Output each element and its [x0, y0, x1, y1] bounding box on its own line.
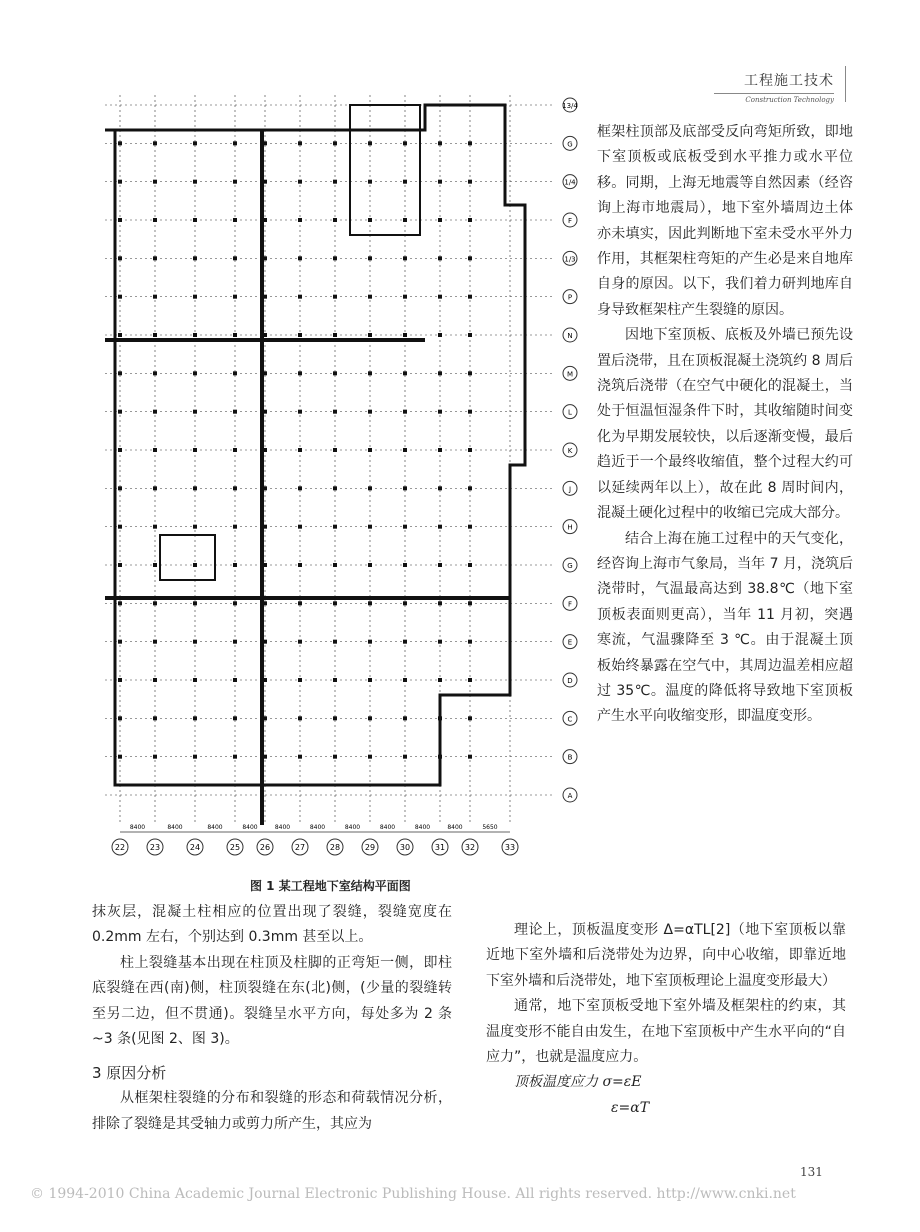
column-marker: [263, 295, 267, 299]
column-marker: [233, 486, 237, 490]
column-marker: [368, 218, 372, 222]
row-axis-label: D: [567, 677, 573, 685]
column-marker: [193, 525, 197, 529]
column-axis-label: 26: [259, 843, 271, 852]
column-marker: [403, 525, 407, 529]
column-axis-label: 27: [294, 843, 306, 852]
column-marker: [193, 295, 197, 299]
column-marker: [263, 333, 267, 337]
column-marker: [403, 371, 407, 375]
column-marker: [298, 755, 302, 759]
column-marker: [298, 295, 302, 299]
column-marker: [118, 448, 122, 452]
column-marker: [193, 218, 197, 222]
column-marker: [263, 141, 267, 145]
theory-paragraph: 理论上，顶板温度变形 Δ=αTL[2]（地下室顶板以靠近地下室外墙和后浇带处为边界，向中心收缩，即靠近地下室外墙和后浇带处，地下室顶板理论上温度变形最大）: [486, 922, 846, 989]
dimension-label: 8400: [274, 824, 291, 831]
column-marker: [233, 410, 237, 414]
column-marker: [263, 678, 267, 682]
column-marker: [298, 218, 302, 222]
formula-stress: 顶板温度应力 σ=εE: [514, 1074, 642, 1091]
column-marker: [368, 640, 372, 644]
column-marker: [298, 141, 302, 145]
row-axis-label: H: [567, 523, 573, 532]
column-marker: [438, 256, 442, 260]
column-marker: [153, 755, 157, 759]
column-marker: [118, 180, 122, 184]
dimension-label: 8400: [447, 824, 463, 831]
column-marker: [468, 256, 472, 260]
column-marker: [193, 410, 197, 414]
dimension-label: 8400: [414, 824, 431, 831]
column-marker: [263, 448, 267, 452]
journal-subtitle: Construction Technology: [714, 93, 834, 104]
column-marker: [153, 333, 157, 337]
column-marker: [468, 678, 472, 682]
column-marker: [263, 486, 267, 490]
row-axis-label: C: [567, 715, 573, 724]
column-marker: [403, 716, 407, 720]
page-number: 131: [800, 1165, 823, 1179]
column-marker: [118, 601, 122, 605]
right-column-text: [597, 120, 853, 730]
column-marker: [333, 755, 337, 759]
column-marker: [333, 563, 337, 567]
formula-strain: ε=αT: [611, 1099, 650, 1116]
column-marker: [403, 218, 407, 222]
section-heading: 3 原因分析: [92, 1064, 167, 1083]
column-axis-label: 24: [189, 843, 201, 852]
core-room: [350, 105, 420, 235]
column-marker: [368, 563, 372, 567]
column-marker: [153, 525, 157, 529]
column-marker: [118, 218, 122, 222]
column-marker: [368, 410, 372, 414]
column-marker: [333, 218, 337, 222]
column-marker: [118, 640, 122, 644]
left-paragraph-1: 抹灰层，混凝土柱相应的位置出现了裂缝，裂缝宽度在 0.2mm 左右，个别达到 0.3mm 甚至以上。: [92, 904, 452, 946]
column-marker: [118, 716, 122, 720]
column-marker: [368, 333, 372, 337]
column-marker: [438, 410, 442, 414]
column-marker: [263, 256, 267, 260]
column-marker: [263, 525, 267, 529]
column-marker: [438, 218, 442, 222]
stress-paragraph: 通常，地下室顶板受地下室外墙及框架柱的约束，其温度变形不能自由发生，在地下室顶板中产生水平向的“自应力”，也就是温度应力。: [486, 998, 846, 1066]
column-marker: [403, 640, 407, 644]
right-paragraph-2: 因地下室顶板、底板及外墙已预先设置后浇带，且在顶板混凝土浇筑约 8 周后浇筑后浇带（在空气中硬化的混凝土，当处于恒温恒湿条件下时，其收缩随时间变化为早期发展较快，以后逐渐变慢，最后趋近于一个最终收缩值，整个过程大约可以延续两年以上），故在此 8 周时间内，混凝土硬化过程中的收缩已完成大部分。: [597, 327, 853, 522]
column-marker: [403, 563, 407, 567]
column-axis-label: 29: [364, 843, 376, 852]
column-axis-label: 32: [464, 843, 476, 852]
column-marker: [333, 141, 337, 145]
column-marker: [468, 563, 472, 567]
column-marker: [438, 295, 442, 299]
column-marker: [438, 563, 442, 567]
column-marker: [263, 601, 267, 605]
column-marker: [193, 486, 197, 490]
column-marker: [368, 525, 372, 529]
row-axis-label: N: [567, 332, 573, 340]
row-axis-label: P: [567, 293, 573, 302]
column-marker: [118, 563, 122, 567]
column-marker: [298, 640, 302, 644]
column-marker: [468, 218, 472, 222]
column-marker: [118, 678, 122, 682]
column-marker: [263, 755, 267, 759]
figure-caption: 图 1 某工程地下室结构平面图: [250, 879, 411, 893]
column-marker: [403, 141, 407, 145]
column-marker: [153, 716, 157, 720]
row-axis-label: K: [567, 447, 573, 455]
column-marker: [298, 410, 302, 414]
column-marker: [118, 486, 122, 490]
column-marker: [468, 601, 472, 605]
column-marker: [298, 333, 302, 337]
column-axis-label: 30: [399, 843, 411, 852]
dimension-label: 8400: [379, 824, 396, 831]
row-axis-label: M: [566, 370, 574, 379]
column-marker: [233, 525, 237, 529]
column-marker: [333, 716, 337, 720]
running-header: [714, 70, 834, 104]
column-marker: [333, 448, 337, 452]
row-axis-label: 13/4: [562, 102, 578, 110]
row-axis-label: G: [567, 562, 573, 570]
column-marker: [368, 448, 372, 452]
lower-right-column-text: [486, 918, 846, 1121]
column-marker: [233, 448, 237, 452]
column-marker: [118, 755, 122, 759]
column-marker: [153, 295, 157, 299]
row-axis-label: B: [567, 753, 573, 762]
column-marker: [403, 678, 407, 682]
column-marker: [298, 486, 302, 490]
column-marker: [233, 295, 237, 299]
column-marker: [468, 371, 472, 375]
column-marker: [193, 141, 197, 145]
column-marker: [333, 678, 337, 682]
row-axis-label: A: [567, 792, 573, 800]
column-marker: [368, 716, 372, 720]
column-marker: [468, 410, 472, 414]
column-marker: [333, 486, 337, 490]
column-marker: [153, 256, 157, 260]
column-marker: [118, 525, 122, 529]
column-marker: [438, 448, 442, 452]
column-marker: [153, 180, 157, 184]
column-marker: [438, 180, 442, 184]
column-marker: [153, 218, 157, 222]
column-marker: [403, 295, 407, 299]
row-axis-label: 1/3: [564, 255, 576, 264]
column-marker: [118, 141, 122, 145]
column-marker: [333, 333, 337, 337]
dimension-label: 8400: [167, 824, 183, 831]
column-marker: [438, 486, 442, 490]
column-marker: [233, 141, 237, 145]
column-marker: [333, 371, 337, 375]
column-marker: [193, 180, 197, 184]
column-marker: [153, 601, 157, 605]
column-marker: [468, 141, 472, 145]
column-marker: [233, 333, 237, 337]
dimension-label: 8400: [309, 824, 326, 831]
column-marker: [403, 180, 407, 184]
right-paragraph-3: 结合上海在施工过程中的天气变化，经咨询上海市气象局，当年 7 月，浇筑后浇带时，气温最高达到 38.8℃（地下室顶板表面则更高），当年 11 月初，突遇寒流，气温骤降至 3 ℃。由于混凝土顶板始终暴露在空气中，其周边温差相应超过 35℃。温度的降低将导致地下室顶板产生水平向收缩变形，即温度变形。: [597, 530, 853, 725]
row-axis-label: F: [567, 600, 573, 609]
column-marker: [263, 218, 267, 222]
column-marker: [263, 716, 267, 720]
column-marker: [368, 755, 372, 759]
column-marker: [468, 716, 472, 720]
column-axis-label: 33: [504, 843, 516, 852]
column-marker: [298, 601, 302, 605]
left-paragraph-3: 从框架柱裂缝的分布和裂缝的形态和荷载情况分析，排除了裂缝是其受轴力或剪力所产生，其应为: [92, 1090, 452, 1132]
column-axis-label: 25: [229, 843, 241, 852]
column-marker: [368, 256, 372, 260]
column-marker: [193, 256, 197, 260]
outer-wall: [105, 105, 525, 785]
column-marker: [333, 256, 337, 260]
column-marker: [403, 333, 407, 337]
dimension-label: 8400: [129, 824, 146, 831]
column-marker: [193, 678, 197, 682]
column-marker: [193, 371, 197, 375]
column-marker: [193, 640, 197, 644]
dimension-label: 8400: [207, 824, 223, 831]
copyright-footer: © 1994-2010 China Academic Journal Electronic Publishing House. All rights reserved. http://www.cnki.net: [30, 1186, 796, 1202]
column-marker: [298, 180, 302, 184]
column-marker: [233, 678, 237, 682]
column-marker: [438, 640, 442, 644]
column-marker: [233, 755, 237, 759]
column-marker: [263, 640, 267, 644]
column-marker: [153, 640, 157, 644]
column-marker: [193, 563, 197, 567]
column-marker: [233, 180, 237, 184]
column-marker: [403, 448, 407, 452]
column-marker: [153, 486, 157, 490]
column-marker: [438, 755, 442, 759]
column-marker: [368, 678, 372, 682]
column-marker: [333, 410, 337, 414]
column-marker: [468, 448, 472, 452]
column-marker: [118, 410, 122, 414]
column-marker: [233, 601, 237, 605]
left-paragraph-2: 柱上裂缝基本出现在柱顶及柱脚的正弯矩一侧，即柱底裂缝在西(南)侧，柱顶裂缝在东(北)侧，(少量的裂缝转至另二边，但不贯通)。裂缝呈水平方向，每处多为 2 条 ~3 条(见图 2、图 3)。: [92, 954, 452, 1048]
column-marker: [233, 371, 237, 375]
column-marker: [153, 371, 157, 375]
column-marker: [118, 333, 122, 337]
column-marker: [193, 333, 197, 337]
column-axis-label: 28: [329, 843, 341, 852]
row-axis-label: 1/4: [564, 178, 576, 187]
column-marker: [438, 141, 442, 145]
column-marker: [298, 678, 302, 682]
column-marker: [468, 333, 472, 337]
header-rule: [845, 66, 846, 102]
column-marker: [233, 256, 237, 260]
column-marker: [368, 601, 372, 605]
column-axis-label: 23: [149, 843, 161, 852]
column-marker: [193, 716, 197, 720]
row-axis-label: G: [567, 140, 573, 149]
structure-plan-figure: [95, 95, 600, 865]
column-marker: [368, 295, 372, 299]
column-marker: [438, 716, 442, 720]
column-marker: [333, 180, 337, 184]
dimension-label: 8400: [344, 824, 361, 831]
column-marker: [298, 563, 302, 567]
column-marker: [333, 525, 337, 529]
column-marker: [438, 333, 442, 337]
row-axis-label: F: [567, 217, 573, 225]
column-marker: [468, 180, 472, 184]
column-marker: [118, 256, 122, 260]
column-marker: [298, 716, 302, 720]
column-marker: [233, 640, 237, 644]
right-paragraph-1: 框架柱顶部及底部受反向弯矩所致，即地下室顶板或底板受到水平推力或水平位移。同期，上海无地震等自然因素（经咨询上海市地震局），地下室外墙周边土体亦未填实，因此判断地下室未受水平外力作用，其框架柱弯矩的产生必是来自地库自身的原因。以下，我们着力研判地库自身导致框架柱产生裂缝的原因。: [597, 124, 853, 318]
column-marker: [468, 295, 472, 299]
column-marker: [153, 678, 157, 682]
column-marker: [263, 371, 267, 375]
left-column-text: [92, 900, 452, 1137]
column-marker: [153, 563, 157, 567]
column-marker: [468, 755, 472, 759]
column-marker: [153, 410, 157, 414]
column-marker: [193, 755, 197, 759]
journal-title: 工程施工技术: [744, 73, 834, 89]
column-marker: [298, 371, 302, 375]
column-marker: [468, 640, 472, 644]
stair-room: [160, 535, 215, 580]
column-marker: [233, 218, 237, 222]
column-marker: [233, 563, 237, 567]
column-marker: [438, 371, 442, 375]
column-marker: [403, 486, 407, 490]
column-marker: [468, 486, 472, 490]
column-marker: [438, 601, 442, 605]
column-marker: [368, 371, 372, 375]
column-marker: [153, 448, 157, 452]
column-marker: [333, 601, 337, 605]
column-marker: [153, 141, 157, 145]
row-axis-label: L: [568, 408, 572, 417]
dimension-label: 8400: [242, 824, 258, 831]
column-marker: [298, 525, 302, 529]
column-marker: [263, 180, 267, 184]
column-marker: [118, 371, 122, 375]
column-marker: [403, 410, 407, 414]
column-marker: [333, 295, 337, 299]
column-marker: [263, 563, 267, 567]
column-marker: [118, 295, 122, 299]
column-marker: [468, 525, 472, 529]
column-marker: [263, 410, 267, 414]
column-marker: [193, 448, 197, 452]
row-axis-label: E: [567, 638, 573, 647]
column-marker: [403, 755, 407, 759]
column-marker: [333, 640, 337, 644]
column-marker: [368, 486, 372, 490]
column-marker: [298, 256, 302, 260]
column-marker: [438, 525, 442, 529]
column-marker: [403, 256, 407, 260]
column-marker: [233, 716, 237, 720]
column-marker: [368, 180, 372, 184]
row-axis-label: J: [568, 485, 572, 494]
column-marker: [368, 141, 372, 145]
column-marker: [193, 601, 197, 605]
dimension-label: 5650: [482, 824, 498, 831]
column-marker: [438, 678, 442, 682]
column-marker: [403, 601, 407, 605]
column-marker: [298, 448, 302, 452]
column-axis-label: 31: [434, 843, 446, 852]
column-axis-label: 22: [114, 843, 126, 852]
